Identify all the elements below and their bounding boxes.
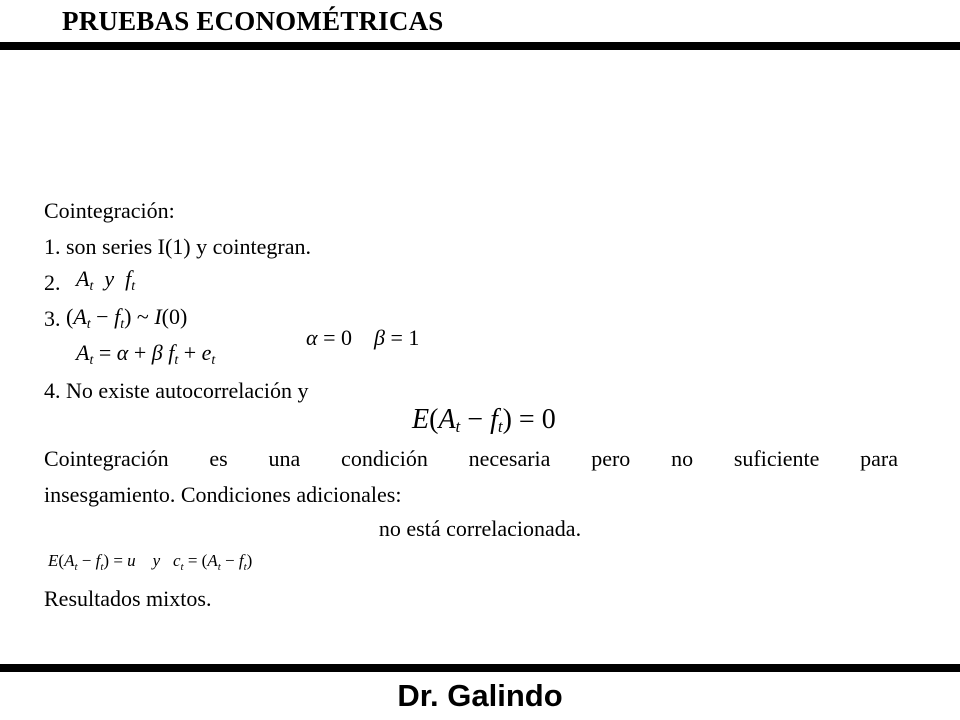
centered-note: no está correlacionada. bbox=[378, 516, 582, 541]
formula-parameters: α = 0 β = 1 bbox=[306, 325, 420, 350]
page-title: PRUEBAS ECONOMÉTRICAS bbox=[62, 6, 444, 36]
closing-line: Resultados mixtos. bbox=[44, 586, 212, 611]
top-divider bbox=[0, 42, 960, 50]
section-heading: Cointegración: bbox=[44, 198, 175, 223]
formula-regression: $A_t = \alpha + \beta$ $f_t + e_t$ bbox=[76, 340, 216, 368]
item-1: 1. son series I(1) y cointegran. bbox=[44, 234, 311, 259]
item-4: 4. No existe autocorrelación y bbox=[44, 378, 309, 403]
footer-author: Dr. Galindo bbox=[397, 678, 563, 713]
formula-expectation-u: $E(A_t - f_t) = u$ y $c_t = (A_t - f_t)$ bbox=[48, 551, 253, 573]
paragraph-line-2: insesgamiento. Condiciones adicionales: bbox=[44, 482, 402, 507]
formula-difference-i0: $(A_t - f_t)$ ~ I(0) bbox=[66, 304, 188, 332]
bottom-divider bbox=[0, 664, 960, 672]
formula-expectation-zero: $E(A_t - f_t) = 0$ bbox=[412, 404, 556, 436]
item-2-number: 2. bbox=[44, 270, 61, 295]
formula-a-and-f: $A_t$ y $f_t$ bbox=[76, 266, 136, 294]
item-3-number: 3. bbox=[44, 306, 61, 331]
paragraph-line-1: Cointegración es una condición necesaria pero no suficiente para bbox=[44, 446, 898, 471]
